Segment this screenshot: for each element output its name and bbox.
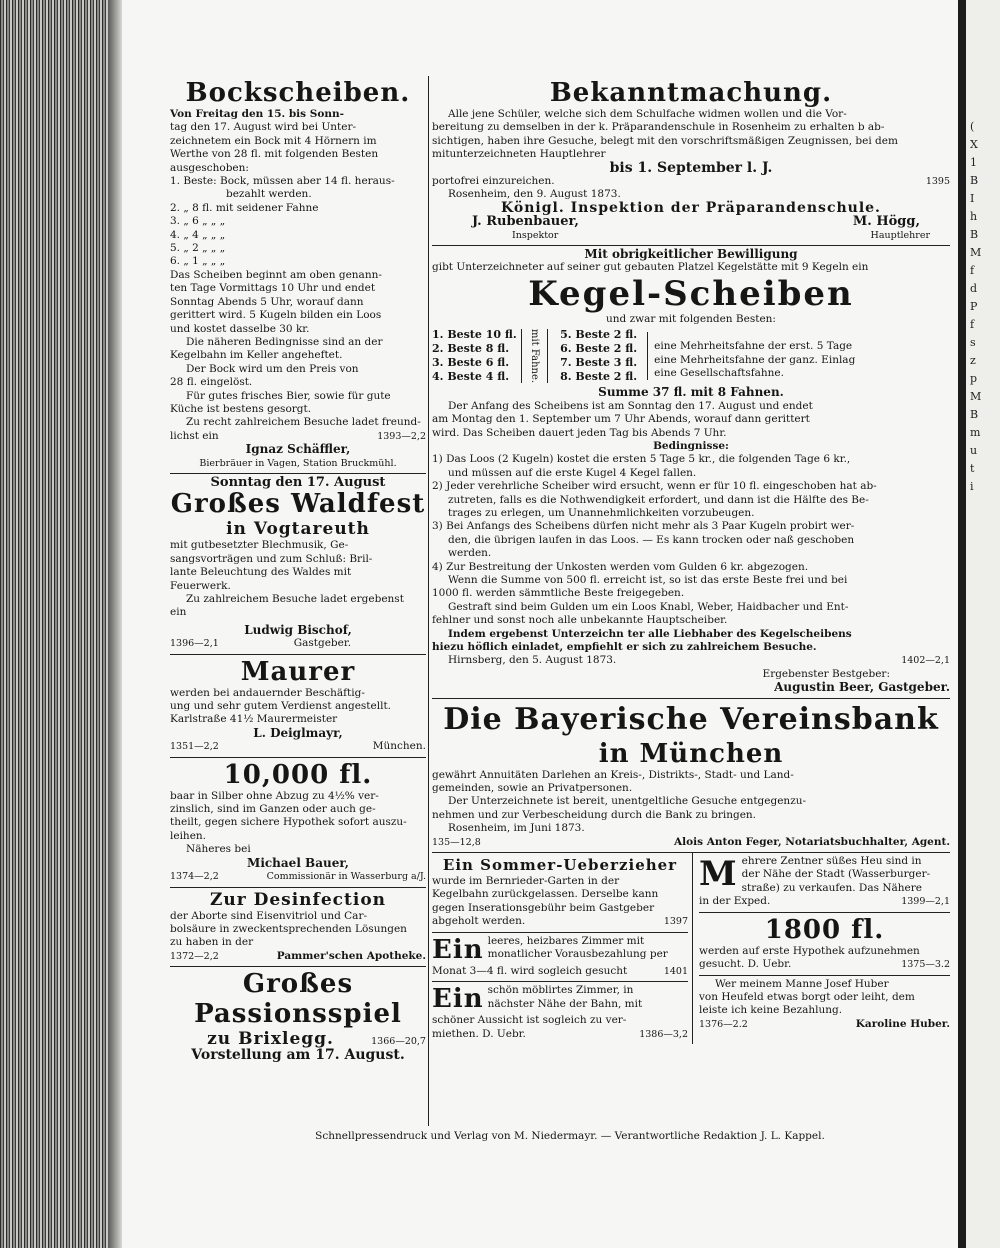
huber-line: von Heufeld etwas borgt oder leiht, dem [699, 990, 915, 1003]
geld-body: theilt, gegen sichere Hypothek sofort auszu- [170, 816, 407, 829]
kegel-signature: Augustin Beer, Gastgeber. [774, 680, 950, 695]
kegel-prize: 8. Beste 2 fl. [560, 370, 638, 384]
waldfest-ad [170, 474, 426, 655]
zimmer2-line: nächster Nähe der Bahn, mit [487, 997, 643, 1010]
geld-body: Näheres bei [186, 843, 251, 856]
ad-number: 1366—20,7 [371, 1036, 426, 1048]
heu-line: der Nähe der Stadt (Wasserburger- [741, 868, 931, 881]
ad-number: 1397 [663, 916, 688, 928]
kegel-prize: 2. Beste 8 fl. [432, 342, 510, 356]
bock-ad [170, 76, 426, 474]
kegel-title: Kegel-Scheiben [528, 273, 854, 314]
desinfection-ad [170, 888, 426, 968]
bank-signature: Alois Anton Feger, Notariatsbuchhalter, Agent. [674, 835, 950, 848]
geld-body: baar in Silber ohne Abzug zu 4½% ver- [170, 789, 379, 802]
maurer-title: Maurer [240, 656, 356, 687]
waldfest-body: mit gutbesetzter Blechmusik, Ge- [170, 539, 349, 552]
heu-line: in der Exped. [699, 895, 771, 908]
adjacent-page-char: I [970, 192, 975, 205]
ad-number: 1376—2.2 [699, 1018, 748, 1030]
geld-title: 10,000 fl. [223, 759, 373, 790]
huber-line: leiste ich keine Bezahlung. [699, 1004, 843, 1017]
kegel-condition: 2) Jeder verehrliche Scheiber wird ersucht, wenn er für 10 fl. eingeschoben hat ab- [432, 480, 877, 493]
bock-body: Das Scheiben beginnt am oben genann- [170, 268, 382, 281]
book-binding [0, 0, 118, 1248]
bekanntmachung-line: mitunterzeichneten Hauptlehrer [432, 148, 606, 161]
huber-line: Wer meinem Manne Josef Huber [715, 977, 889, 990]
adjacent-page-char: X [970, 138, 978, 151]
kegel-line: gibt Unterzeichneter auf seiner gut gebauten Platzel Kegelstätte mit 9 Kegeln ein [432, 261, 869, 274]
desinfection-body: zu haben in der [170, 936, 254, 949]
zimmer1-line: Monat 3—4 fl. wird sogleich gesucht [432, 964, 628, 977]
small-ads-right [693, 853, 950, 1044]
desinfection-signature: Pammer'schen Apotheke. [276, 949, 426, 962]
bock-prize: 2. „ 8 fl. mit seidener Fahne [170, 201, 319, 214]
kegel-sub: und zwar mit folgenden Besten: [606, 312, 776, 325]
sommer-line: wurde im Bernrieder-Garten in der [432, 875, 620, 888]
kegel-para: Der Anfang des Scheibens ist am Sonntag den 17. August und endet [448, 399, 813, 412]
kegel-condition: den, die übrigen laufen in das Loos. — Es kann trocken oder naß geschoben [448, 533, 855, 546]
kegel-brace-label: mit Fahne. [521, 329, 548, 383]
bank-title: Die Bayerische Vereinsbank [443, 701, 939, 737]
hypothek-line: werden auf erste Hypothek aufzunehmen [699, 944, 920, 957]
zimmer1-line: leeres, heizbares Zimmer mit [487, 934, 645, 947]
ad-number: 1401 [663, 965, 688, 977]
hypothek-title: 1800 fl. [764, 914, 885, 945]
kegel-ergebenst: Ergebenster Bestgeber: [762, 667, 890, 680]
adjacent-page-char: d [970, 282, 978, 295]
passion-ad [170, 967, 426, 1065]
adjacent-page-edge [966, 0, 1000, 1248]
bock-line: zeichnetem ein Bock mit 4 Hörnern im [170, 134, 377, 147]
ad-number: 135—12,8 [432, 836, 481, 848]
waldfest-body: ein [170, 606, 187, 619]
adjacent-page-char: B [970, 174, 979, 187]
adjacent-page-char: B [970, 228, 979, 241]
passion-place: zu Brixlegg. [207, 1029, 334, 1050]
bock-prize: 5. „ 2 „ „ „ [170, 242, 226, 255]
binding-edge [108, 0, 122, 1248]
bekanntmachung-line: bereitung zu demselben in der k. Präparandenschule in Rosenheim zu erhalten b ab- [432, 121, 885, 134]
bank-line: Der Unterzeichnete ist bereit, unentgeltliche Gesuche entgegenzu- [448, 795, 807, 808]
bock-line: ausgeschoben: [170, 161, 249, 174]
kegel-condition: werden. [448, 547, 492, 560]
kegel-prize: 7. Beste 3 fl. [560, 356, 638, 370]
desinfection-body: der Aborte sind Eisenvitriol und Car- [170, 909, 368, 922]
heu-initial: M [699, 854, 738, 895]
bock-body: Küche ist bestens gesorgt. [170, 402, 312, 415]
kegel-sum: Summe 37 fl. mit 8 Fahnen. [598, 385, 784, 400]
bekanntmachung-title: Bekanntmachung. [549, 78, 833, 108]
passion-performance: Vorstellung am 17. August. [191, 1047, 405, 1064]
bekanntmachung-role: Hauptlehrer [870, 229, 930, 241]
bank-line: nehmen und zur Verbescheidung durch die Bank zu bringen. [432, 808, 757, 821]
adjacent-page-char: f [970, 264, 975, 277]
ad-number: 1402—2,1 [901, 655, 950, 667]
adjacent-page-char: M [970, 390, 982, 403]
geld-place: Commissionär in Wasserburg a/J. [266, 871, 426, 883]
kegel-condition: zutreten, falls es die Nothwendigkeit erfordert, und dann ist die Hälfte des Be- [448, 493, 869, 506]
heu-ad [699, 853, 950, 913]
kegel-prize: 6. Beste 2 fl. [560, 342, 638, 356]
bock-prize: 6. „ 1 „ „ „ [170, 255, 226, 268]
kegel-closing: hiezu höflich einladet, empfiehlt er sich zu zahlreichem Besuche. [432, 641, 817, 653]
ad-number: 1396—2,1 [170, 638, 219, 650]
kegel-place: Hirnsberg, den 5. August 1873. [448, 654, 617, 667]
kegel-condition: Gestraft sind beim Gulden um ein Loos Knabl, Weber, Haidbacher und Ent- [448, 600, 849, 613]
ad-number: 1386—3,2 [639, 1028, 688, 1040]
zimmer1-line: monatlicher Vorausbezahlung per [487, 948, 668, 961]
zimmer2-initial: Ein [432, 984, 484, 1015]
adjacent-page-char: s [970, 336, 976, 349]
kegel-prize: 4. Beste 4 fl. [432, 370, 510, 384]
kegel-ad [432, 246, 950, 699]
adjacent-page-char: f [970, 318, 975, 331]
bekanntmachung-role: Inspektor [512, 229, 559, 241]
huber-signature: Karoline Huber. [855, 1017, 950, 1030]
bock-body: Der Bock wird um den Preis von [186, 362, 359, 375]
maurer-body: Karlstraße 41½ Maurermeister [170, 713, 338, 726]
kegel-condition: und müssen auf die erste Kugel 4 Kegel fallen. [448, 466, 697, 479]
waldfest-title: Großes Waldfest [170, 489, 426, 520]
heu-line: straße) zu verkaufen. Das Nähere [741, 881, 922, 894]
bock-line: Von Freitag den 15. bis Sonn- [170, 108, 344, 120]
kegel-condition: fehlner und sonst noch alle unbekannte Hauptscheiber. [432, 614, 728, 627]
bekanntmachung-date: Rosenheim, den 9. August 1873. [448, 188, 621, 201]
bank-line: gemeinden, sowie an Privatpersonen. [432, 782, 633, 795]
bock-body: Kegelbahn im Keller angeheftet. [170, 349, 343, 362]
huber-ad [699, 976, 950, 1035]
adjacent-page-char: p [970, 372, 978, 385]
bekanntmachung-signature: M. Högg, [852, 214, 920, 230]
bank-city: in München [598, 738, 784, 769]
ad-number: 1374—2,2 [170, 871, 219, 883]
bock-body: und kostet dasselbe 30 kr. [170, 322, 310, 335]
bock-body: Zu recht zahlreichem Besuche ladet freund- [186, 416, 421, 429]
bock-prize: 1. Beste: Bock, müssen aber 14 fl. heraus- [170, 175, 395, 188]
bock-body: Für gutes frisches Bier, sowie für gute [186, 389, 391, 402]
bank-line: gewährt Annuitäten Darlehen an Kreis-, Distrikts-, Stadt- und Land- [432, 768, 794, 781]
adjacent-page-char: ( [970, 120, 975, 133]
waldfest-body: lante Beleuchtung des Waldes mit [170, 566, 352, 579]
ad-number: 1393—2,2 [377, 430, 426, 442]
adjacent-page-char: 1 [970, 156, 977, 169]
waldfest-body: Zu zahlreichem Besuche ladet ergebenst [186, 593, 404, 605]
right-column [432, 76, 950, 1044]
geld-body: zinslich, sind im Ganzen oder auch ge- [170, 803, 376, 816]
kegel-condition: 1000 fl. werden sämmtliche Beste freigegeben. [432, 587, 685, 600]
zimmer2-ad [432, 982, 688, 1044]
small-ads-left [432, 853, 693, 1044]
hypothek-line: gesucht. D. Uebr. [699, 958, 792, 971]
zimmer2-line: miethen. D. Uebr. [432, 1027, 526, 1040]
kegel-para: am Montag den 1. September um 7 Uhr Abends, worauf dann gerittert [432, 413, 810, 426]
geld-body: leihen. [170, 829, 207, 842]
kegel-prize: 3. Beste 6 fl. [432, 356, 510, 370]
kegel-note: eine Gesellschaftsfahne. [654, 366, 784, 379]
ad-number: 1351—2,2 [170, 741, 219, 753]
maurer-body: werden bei andauernder Beschäftig- [170, 686, 365, 699]
kegel-condition: 1) Das Loos (2 Kugeln) kostet die ersten 5 Tage 5 kr., die folgenden Tage 6 kr., [432, 453, 851, 466]
adjacent-page-char: h [970, 210, 978, 223]
bock-prize: bezahlt werden. [226, 188, 312, 201]
zimmer2-line: schön möblirtes Zimmer, in [487, 984, 634, 997]
bekanntmachung-line: sichtigen, haben ihre Gesuche, belegt mit den vorschriftsmäßigen Zeugnissen, bei dem [432, 134, 898, 147]
bekanntmachung-post: portofrei einzureichen. [432, 175, 555, 188]
kegel-note: eine Mehrheitsfahne der erst. 5 Tage [654, 340, 853, 353]
adjacent-page-char: M [970, 246, 982, 259]
bock-line: tag den 17. August wird bei Unter- [170, 121, 357, 134]
small-ads [432, 853, 950, 1044]
kegel-condition: 3) Bei Anfangs des Scheibens dürfen nicht mehr als 3 Paar Kugeln probirt wer- [432, 520, 855, 533]
maurer-signature: L. Deiglmayr, [253, 725, 343, 740]
sommer-line: abgeholt werden. [432, 915, 526, 928]
ad-number: 1372—2,2 [170, 950, 219, 962]
bekanntmachung-line: Alle jene Schüler, welche sich dem Schulfache widmen wollen und die Vor- [448, 108, 847, 120]
sommer-title: Ein Sommer-Ueberzieher [442, 856, 678, 875]
waldfest-signature: Ludwig Bischof, [244, 622, 352, 637]
adjacent-page-char: t [970, 462, 975, 475]
column-divider [428, 76, 429, 1126]
kegel-condition: trages zu erlegen, um Unannehmlichkeiten vorzubeugen. [448, 506, 755, 519]
kegel-condition: 4) Zur Bestreitung der Unkosten werden vom Gulden 6 kr. abgezogen. [432, 560, 809, 573]
waldfest-place: in Vogtareuth [226, 519, 370, 540]
waldfest-date: Sonntag den 17. August [210, 474, 386, 490]
kegel-condition: Wenn die Summe von 500 fl. erreicht ist, so ist das erste Beste frei und bei [448, 573, 848, 586]
adjacent-page-char: z [970, 354, 976, 367]
bock-prize: 4. „ 4 „ „ „ [170, 228, 226, 241]
kegel-prize: 1. Beste 10 fl. [432, 328, 517, 342]
adjacent-page-char: P [970, 300, 978, 313]
bock-prize: 3. „ 6 „ „ „ [170, 215, 226, 228]
bock-body: lichst ein [170, 429, 219, 442]
kegel-intro: Mit obrigkeitlicher Bewilligung [584, 247, 798, 262]
waldfest-body: sangsvorträgen und zum Schluß: Bril- [170, 552, 373, 565]
bank-line: Rosenheim, im Juni 1873. [448, 822, 585, 835]
adjacent-page-char: u [970, 444, 978, 457]
waldfest-body: Feuerwerk. [170, 579, 231, 592]
passion-title: Großes Passionsspiel [194, 969, 402, 1030]
kegel-conditions-title: Bedingnisse: [653, 439, 729, 452]
sommer-line: gegen Inserationsgebühr beim Gastgeber [432, 901, 655, 914]
bekanntmachung-signature: J. Rubenbauer, [472, 214, 579, 230]
bank-ad [432, 699, 950, 853]
zimmer2-line: schöner Aussicht ist sogleich zu ver- [432, 1014, 627, 1027]
bekanntmachung-deadline: bis 1. September l. J. [609, 159, 773, 176]
adjacent-page-char: m [970, 426, 981, 439]
geld-ad [170, 758, 426, 888]
bock-body: gerittert wird. 5 Kugeln bilden ein Loos [170, 309, 382, 322]
adjacent-page-char: i [970, 480, 974, 493]
kegel-prizes [432, 328, 950, 384]
maurer-body: ung und sehr gutem Verdienst angestellt. [170, 700, 392, 713]
bock-title: Bockscheiben. [185, 78, 411, 108]
kegel-note: eine Mehrheitsfahne der ganz. Einlag [654, 353, 856, 366]
bekanntmachung-authority: Königl. Inspektion der Präparandenschule. [501, 199, 881, 216]
bock-body: Sonntag Abends 5 Uhr, worauf dann [170, 295, 364, 308]
sommer-line: Kegelbahn zurückgelassen. Derselbe kann [432, 888, 659, 901]
bock-signature: Ignaz Schäffler, [245, 442, 351, 457]
zimmer1-ad [432, 933, 688, 982]
maurer-city: München. [372, 740, 426, 753]
bock-body: ten Tage Vormittags 10 Uhr und endet [170, 282, 376, 295]
ad-number: 1399—2,1 [901, 896, 950, 908]
kegel-closing: Indem ergebenst Unterzeichn ter alle Liebhaber des Kegelscheibens [448, 627, 852, 640]
geld-signature: Michael Bauer, [247, 855, 349, 870]
desinfection-title: Zur Desinfection [209, 889, 387, 910]
zimmer1-initial: Ein [432, 934, 484, 965]
printer-footer: Schnellpressendruck und Verlag von M. Niedermayr. — Verantwortliche Redaktion J. L. Kappel. [315, 1130, 825, 1142]
ad-number: 1375—3.2 [901, 959, 950, 971]
kegel-prize: 5. Beste 2 fl. [560, 328, 638, 342]
bock-body: Die näheren Bedingnisse sind an der [186, 335, 383, 348]
maurer-ad [170, 655, 426, 758]
bock-place: Bierbräuer in Vagen, Station Bruckmühl. [199, 457, 397, 469]
hypothek-ad [699, 913, 950, 976]
bekanntmachung-ad [432, 76, 950, 246]
desinfection-body: bolsäure in zweckentsprechenden Lösungen [170, 922, 407, 935]
left-column [170, 76, 426, 1066]
heu-line: ehrere Zentner süßes Heu sind in [741, 855, 922, 868]
kegel-para: wird. Das Scheiben dauert jeden Tag bis Abends 7 Uhr. [432, 426, 727, 439]
bock-line: Werthe von 28 fl. mit folgenden Besten [170, 148, 379, 161]
waldfest-role: Gastgeber. [293, 637, 352, 650]
sommer-ad [432, 853, 688, 933]
ad-number: 1395 [925, 176, 950, 188]
bock-body: 28 fl. eingelöst. [170, 376, 253, 389]
adjacent-page-char: B [970, 408, 979, 421]
